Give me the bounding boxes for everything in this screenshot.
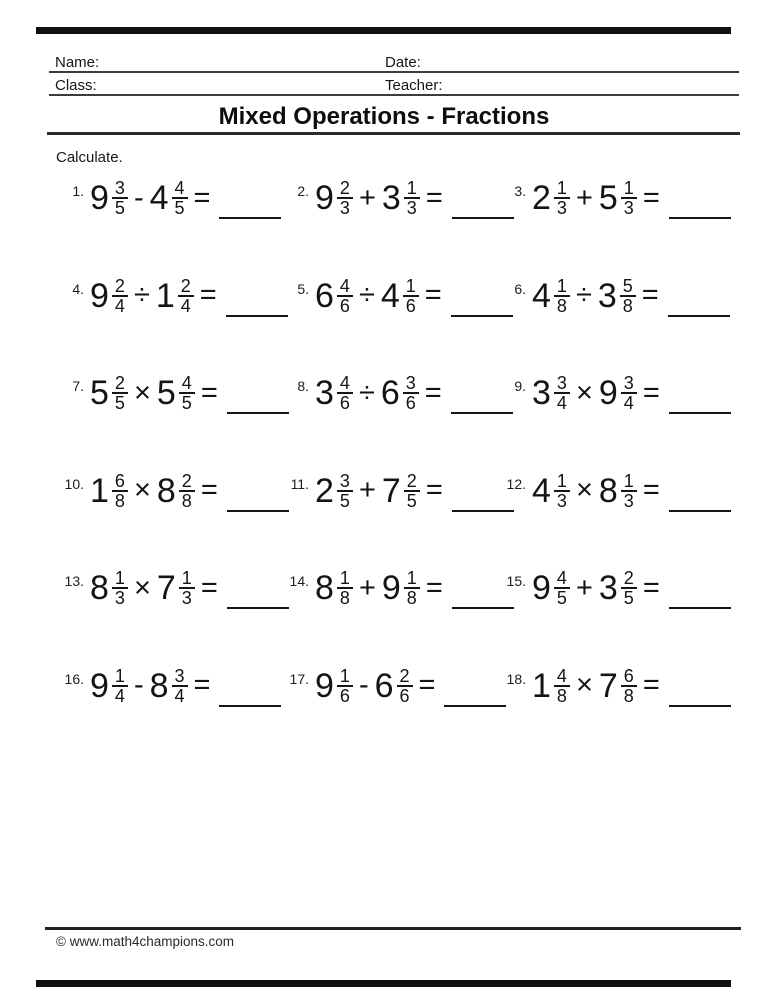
fraction-1 [337,470,353,511]
fraction-2-numerator: 3 [621,376,637,394]
fraction-2 [178,275,194,316]
answer-blank[interactable] [669,217,731,219]
fraction-2 [621,178,637,218]
problem-expression [315,172,514,224]
fraction-1-denominator: 6 [339,393,350,413]
problem-number: 7. [72,378,84,394]
fraction-2-denominator: 5 [406,490,417,511]
answer-blank[interactable] [227,510,289,512]
problem-expression [90,172,281,224]
problem-17 [283,660,500,758]
fraction-2-numerator: 2 [178,279,194,297]
equals-sign: = [193,669,211,701]
problem-number: 8. [297,378,309,394]
teacher-label: Teacher: [385,77,443,94]
problem-number: 6. [514,280,526,297]
whole-number-1: 1 [90,471,109,510]
fraction-1-numerator: 3 [337,474,353,492]
whole-number-1: 8 [90,569,109,607]
fraction-1 [112,665,128,706]
operator: × [133,376,151,409]
fraction-2-denominator: 6 [399,685,410,706]
fraction-1-numerator: 1 [112,571,128,589]
fraction-1 [337,665,353,706]
whole-number-2: 3 [597,276,617,315]
fraction-1-numerator: 1 [554,279,570,297]
problem-4 [58,270,283,368]
fraction-1-numerator: 2 [112,279,128,297]
fraction-2-numerator: 1 [179,571,195,589]
equals-sign: = [200,376,218,409]
fraction-1-numerator: 2 [112,376,128,394]
fraction-1 [554,373,570,413]
fraction-2-numerator: 5 [620,279,636,297]
whole-number-2: 8 [149,666,169,705]
whole-number-1: 9 [90,179,109,217]
whole-number-2: 4 [380,276,400,315]
fraction-1-numerator: 1 [554,474,570,492]
fraction-1-denominator: 3 [114,588,125,608]
whole-number-2: 7 [598,666,618,705]
fraction-1-denominator: 6 [339,685,350,706]
problem-expression [90,367,289,419]
title-underline [47,132,740,135]
fraction-1-denominator: 5 [114,198,125,218]
answer-blank[interactable] [219,217,281,219]
problem-2 [283,172,500,270]
fraction-1 [337,178,353,218]
instruction-text: Calculate. [56,149,123,166]
problem-expression [315,660,506,712]
problem-number: 14. [289,573,309,589]
problem-12 [500,465,740,563]
problem-expression [532,465,731,517]
equals-sign: = [642,669,660,701]
fraction-1 [112,373,128,413]
whole-number-2: 7 [156,569,176,607]
fraction-1 [554,275,570,316]
fraction-2 [621,665,637,706]
problem-3 [500,172,740,270]
whole-number-2: 3 [598,569,618,607]
fraction-1-numerator: 2 [337,181,353,199]
fraction-2-numerator: 1 [403,279,419,297]
equals-sign: = [200,474,218,506]
fraction-2-numerator: 1 [621,474,637,492]
fraction-1-numerator: 3 [112,181,128,199]
operator: - [358,669,369,701]
problem-expression [532,270,730,322]
equals-sign: = [418,669,436,701]
whole-number-2: 6 [380,374,400,412]
operator: + [575,571,593,604]
fraction-1-numerator: 1 [112,669,128,687]
operator: + [358,571,376,604]
fraction-2-denominator: 3 [406,198,417,218]
problem-18 [500,660,740,758]
fraction-2-denominator: 8 [622,295,633,316]
operator: ÷ [133,279,150,311]
fraction-1-numerator: 3 [554,376,570,394]
operator: - [133,669,144,701]
fraction-1-denominator: 4 [114,295,125,316]
problem-expression [90,465,289,517]
fraction-2 [179,373,195,413]
fraction-2-numerator: 3 [172,669,188,687]
operator: + [358,474,376,506]
class-label: Class: [55,77,97,94]
problem-expression [90,562,289,614]
whole-number-1: 4 [532,276,551,315]
fraction-1 [337,275,353,316]
fraction-1 [112,178,128,218]
problem-6 [500,270,740,368]
problem-expression [315,270,513,322]
fraction-1 [112,568,128,608]
problem-number: 4. [72,280,84,297]
fraction-2 [404,470,420,511]
whole-number-1: 3 [315,374,334,412]
problems-grid [58,172,740,757]
fraction-1-denominator: 4 [556,393,567,413]
fraction-1-denominator: 5 [339,490,350,511]
fraction-2-denominator: 4 [180,295,191,316]
fraction-2-denominator: 4 [174,685,185,706]
fraction-2-denominator: 3 [623,490,634,511]
fraction-2-numerator: 1 [621,181,637,199]
fraction-2-denominator: 8 [181,490,192,511]
whole-number-1: 9 [90,666,109,705]
whole-number-1: 9 [90,276,109,315]
problem-number: 17. [289,670,309,687]
problem-13 [58,562,283,660]
whole-number-1: 2 [315,471,334,510]
date-label: Date: [385,54,421,71]
fraction-2 [403,373,419,413]
fraction-2-denominator: 5 [174,198,185,218]
fraction-1-denominator: 6 [339,295,350,316]
equals-sign: = [199,279,217,311]
operator: ÷ [358,376,375,409]
problem-expression [532,172,731,224]
operator: × [133,571,151,604]
equals-sign: = [641,279,659,311]
problem-number: 5. [297,280,309,297]
fraction-1-denominator: 3 [556,490,567,511]
fraction-1-numerator: 4 [554,669,570,687]
whole-number-1: 6 [315,276,334,315]
fraction-2 [621,373,637,413]
answer-blank[interactable] [227,607,289,609]
problem-expression [90,270,288,322]
problem-9 [500,367,740,465]
equals-sign: = [425,571,443,604]
problem-expression [532,562,731,614]
fraction-1-numerator: 1 [337,669,353,687]
whole-number-1: 9 [315,179,334,217]
whole-number-1: 4 [532,471,551,510]
equals-sign: = [425,474,443,506]
answer-blank[interactable] [669,607,731,609]
answer-blank[interactable] [669,705,731,707]
fraction-2-denominator: 6 [405,295,416,316]
fraction-1 [337,568,353,608]
whole-number-2: 8 [156,471,176,510]
fraction-2-denominator: 8 [623,685,634,706]
fraction-2-denominator: 6 [405,393,416,413]
operator: + [358,181,376,214]
fraction-2-denominator: 4 [623,393,634,413]
fraction-1 [554,470,570,511]
fraction-2 [179,568,195,608]
operator: + [575,181,593,214]
fraction-1-denominator: 5 [556,588,567,608]
fraction-1-numerator: 4 [554,571,570,589]
fraction-2-numerator: 3 [403,376,419,394]
problem-number: 9. [514,378,526,394]
problem-5 [283,270,500,368]
name-label: Name: [55,54,100,71]
whole-number-1: 8 [315,569,334,607]
operator: × [133,474,151,506]
fraction-1-denominator: 4 [114,685,125,706]
fraction-1 [112,470,128,511]
operator: ÷ [358,279,375,311]
problem-11 [283,465,500,563]
equals-sign: = [642,474,660,506]
fraction-2-numerator: 4 [179,376,195,394]
problem-number: 1. [72,183,84,199]
fraction-2-numerator: 4 [172,181,188,199]
equals-sign: = [193,181,211,214]
problem-number: 15. [506,573,526,589]
fraction-2 [620,275,636,316]
problem-number: 11. [290,475,309,492]
problem-14 [283,562,500,660]
answer-blank[interactable] [219,705,281,707]
fraction-2-denominator: 3 [623,198,634,218]
fraction-2-numerator: 1 [404,181,420,199]
problem-10 [58,465,283,563]
whole-number-1: 9 [315,666,334,705]
whole-number-2: 4 [149,179,169,217]
operator: × [575,376,593,409]
fraction-1 [554,665,570,706]
whole-number-1: 2 [532,179,551,217]
fraction-2-denominator: 3 [181,588,192,608]
problem-number: 13. [64,573,84,589]
equals-sign: = [642,376,660,409]
name-date-fill-line[interactable] [49,71,739,73]
fraction-1-numerator: 1 [337,571,353,589]
whole-number-2: 5 [156,374,176,412]
fraction-1-numerator: 4 [337,279,353,297]
fraction-1 [554,568,570,608]
answer-blank[interactable] [227,412,289,414]
fraction-2 [404,568,420,608]
fraction-2-numerator: 6 [621,669,637,687]
whole-number-1: 3 [532,374,551,412]
whole-number-2: 6 [374,666,394,705]
fraction-1 [554,178,570,218]
fraction-2 [404,178,420,218]
answer-blank[interactable] [444,705,506,707]
fraction-1-numerator: 6 [112,474,128,492]
fraction-2-numerator: 2 [397,669,413,687]
equals-sign: = [424,279,442,311]
footer-rule [45,927,741,930]
fraction-2 [179,470,195,511]
fraction-1-numerator: 4 [337,376,353,394]
fraction-1-denominator: 8 [556,295,567,316]
fraction-2-numerator: 1 [404,571,420,589]
fraction-1-denominator: 3 [339,198,350,218]
fraction-2 [397,665,413,706]
problem-number: 2. [297,183,309,199]
fraction-2 [621,568,637,608]
whole-number-1: 1 [532,666,551,705]
problem-number: 10. [64,475,84,492]
fraction-1-denominator: 8 [339,588,350,608]
operator: × [575,474,593,506]
fraction-1-numerator: 1 [554,181,570,199]
equals-sign: = [642,181,660,214]
problem-number: 3. [514,183,526,199]
whole-number-1: 9 [532,569,551,607]
whole-number-2: 9 [598,374,618,412]
fraction-2 [172,665,188,706]
answer-blank[interactable] [668,315,730,317]
page-title: Mixed Operations - Fractions [218,103,550,130]
operator: ÷ [575,279,592,311]
equals-sign: = [424,376,442,409]
fraction-1-denominator: 8 [556,685,567,706]
whole-number-2: 3 [381,179,401,217]
whole-number-1: 5 [90,374,109,412]
operator: × [575,669,593,701]
answer-blank[interactable] [226,315,288,317]
problem-expression [532,367,731,419]
equals-sign: = [425,181,443,214]
problem-number: 16. [64,670,84,687]
fraction-2-numerator: 2 [621,571,637,589]
fraction-2 [621,470,637,511]
problem-expression [315,367,513,419]
fraction-2-denominator: 5 [623,588,634,608]
whole-number-2: 8 [598,471,618,510]
problem-expression [315,562,514,614]
problem-7 [58,367,283,465]
fraction-1 [112,275,128,316]
problem-number: 18. [506,670,526,687]
answer-blank[interactable] [669,510,731,512]
fraction-1 [337,373,353,413]
class-teacher-fill-line[interactable] [49,94,739,96]
problem-number: 12. [506,475,526,492]
fraction-2-denominator: 8 [406,588,417,608]
problem-expression [315,465,514,517]
operator: - [133,181,144,214]
bottom-border-bar [36,980,731,987]
fraction-2-denominator: 5 [181,393,192,413]
problem-16 [58,660,283,758]
problem-expression [532,660,731,712]
fraction-1-denominator: 8 [114,490,125,511]
fraction-2-numerator: 2 [404,474,420,492]
answer-blank[interactable] [669,412,731,414]
equals-sign: = [200,571,218,604]
copyright-text: © www.math4champions.com [56,934,235,949]
problem-8 [283,367,500,465]
equals-sign: = [642,571,660,604]
fraction-2-numerator: 2 [179,474,195,492]
whole-number-2: 7 [381,471,401,510]
fraction-2 [172,178,188,218]
fraction-1-denominator: 3 [556,198,567,218]
fraction-1-denominator: 5 [114,393,125,413]
problem-expression [90,660,281,712]
fraction-2 [403,275,419,316]
whole-number-2: 1 [155,276,175,315]
whole-number-2: 9 [381,569,401,607]
top-border-bar [36,27,731,34]
whole-number-2: 5 [598,179,618,217]
problem-1 [58,172,283,270]
problem-15 [500,562,740,660]
